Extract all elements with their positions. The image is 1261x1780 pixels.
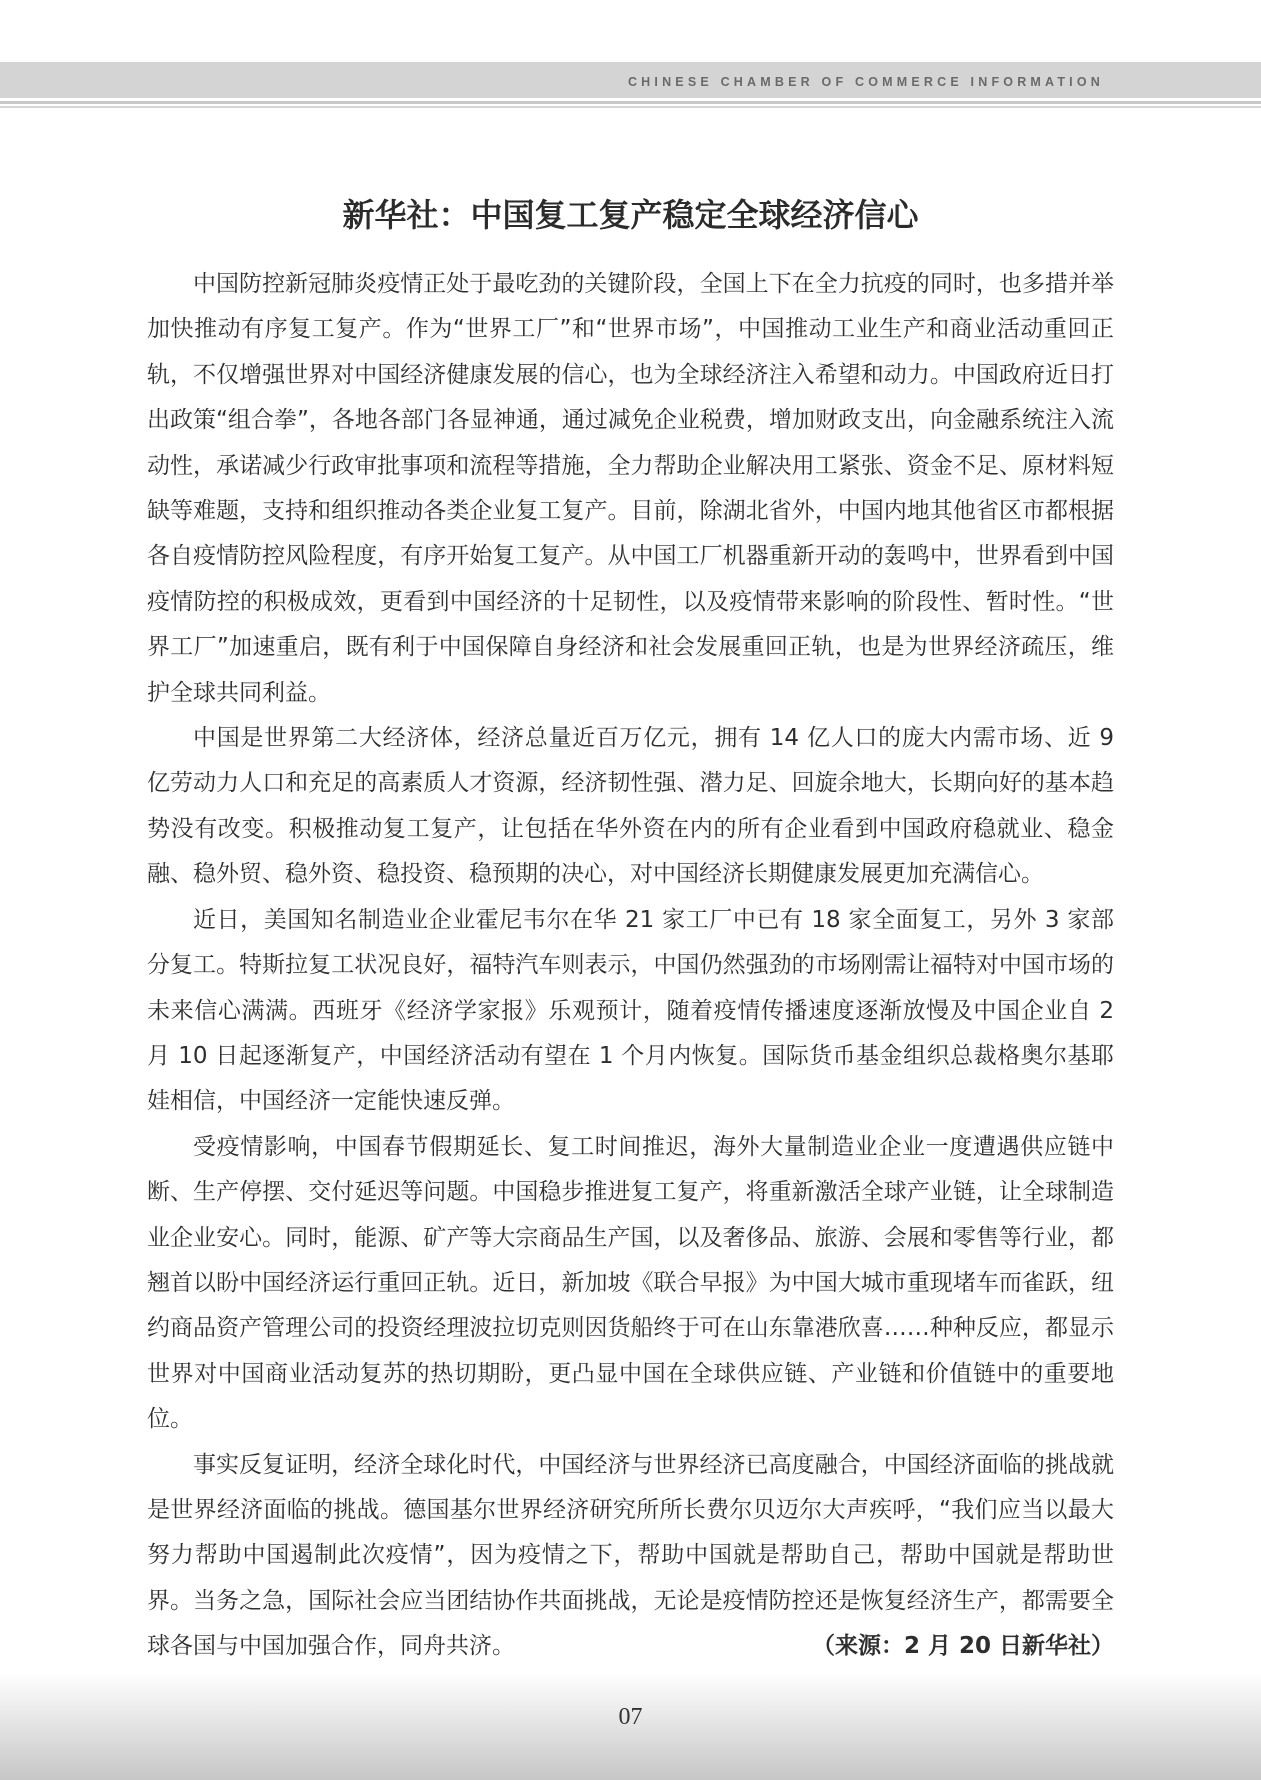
paragraph-5-text: 事实反复证明，经济全球化时代，中国经济与世界经济已高度融合，中国经济面临的挑战就是世界经济面临的挑战。德国基尔世界经济研究所所长费尔贝迈尔大声疾呼，“我们应当以最大努力帮助中国遏制此次疫情”，因为疫情之下，帮助中国就是帮助自己，帮助中国就是帮助世界。当务之急，国际社会应当团结协作共面挑战，无论是疫情防控还是恢复经济生产，都需要全球各国与中国加强合作，同舟共济。	[147, 1451, 1114, 1660]
paragraph-5	[147, 1443, 1114, 1670]
header-rule-secondary	[0, 106, 1261, 108]
article-title: 新华社：中国复工复产稳定全球经济信心	[342, 196, 919, 234]
header-banner-text: CHINESE CHAMBER OF COMMERCE INFORMATION	[627, 75, 1104, 89]
source-citation: （来源：2 月 20 日新华社）	[811, 1633, 1114, 1660]
paragraph-4: 受疫情影响，中国春节假期延长、复工时间推迟，海外大量制造业企业一度遭遇供应链中断、生产停摆、交付延迟等问题。中国稳步推进复工复产，将重新激活全球产业链，让全球制造业企业安心。同时，能源、矿产等大宗商品生产国，以及奢侈品、旅游、会展和零售等行业，都翘首以盼中国经济运行重回正轨。近日，新加坡《联合早报》为中国大城市重现堵车而雀跃，纽约商品资产管理公司的投资经理波拉切克则因货船终于可在山东靠港欣喜……种种反应，都显示世界对中国商业活动复苏的热切期盼，更凸显中国在全球供应链、产业链和价值链中的重要地位。	[147, 1133, 1114, 1433]
article-body	[147, 262, 1114, 1670]
header-rule	[0, 101, 1261, 104]
paragraph-2: 中国是世界第二大经济体，经济总量近百万亿元，拥有 14 亿人口的庞大内需市场、近 9 亿劳动力人口和充足的高素质人才资源，经济韧性强、潜力足、回旋余地大，长期向好的基本趋势没有改变。积极推动复工复产，让包括在华外资在内的所有企业看到中国政府稳就业、稳金融、稳外贸、稳外资、稳投资、稳预期的决心，对中国经济长期健康发展更加充满信心。	[147, 725, 1114, 888]
paragraph-1: 中国防控新冠肺炎疫情正处于最吃劲的关键阶段，全国上下在全力抗疫的同时，也多措并举加快推动有序复工复产。作为“世界工厂”和“世界市场”，中国推动工业生产和商业活动重回正轨，不仅增强世界对中国经济健康发展的信心，也为全球经济注入希望和动力。中国政府近日打出政策“组合拳”，各地各部门各显神通，通过减免企业税费，增加财政支出，向金融系统注入流动性，承诺减少行政审批事项和流程等措施，全力帮助企业解决用工紧张、资金不足、原材料短缺等难题，支持和组织推动各类企业复工复产。目前，除湖北省外，中国内地其他省区市都根据各自疫情防控风险程度，有序开始复工复产。从中国工厂机器重新开动的轰鸣中，世界看到中国疫情防控的积极成效，更看到中国经济的十足韧性，以及疫情带来影响的阶段性、暂时性。“世界工厂”加速重启，既有利于中国保障自身经济和社会发展重回正轨，也是为世界经济疏压，维护全球共同利益。	[147, 271, 1114, 706]
page-number: 07	[618, 1704, 643, 1730]
paragraph-3: 近日，美国知名制造业企业霍尼韦尔在华 21 家工厂中已有 18 家全面复工，另外 3 家部分复工。特斯拉复工状况良好，福特汽车则表示，中国仍然强劲的市场刚需让福特对中国市场的未来信心满满。西班牙《经济学家报》乐观预计，随着疫情传播速度逐渐放慢及中国企业自 2 月 10 日起逐渐复产，中国经济活动有望在 1 个月内恢复。国际货币基金组织总裁格奥尔基耶娃相信，中国经济一定能快速反弹。	[147, 906, 1114, 1115]
